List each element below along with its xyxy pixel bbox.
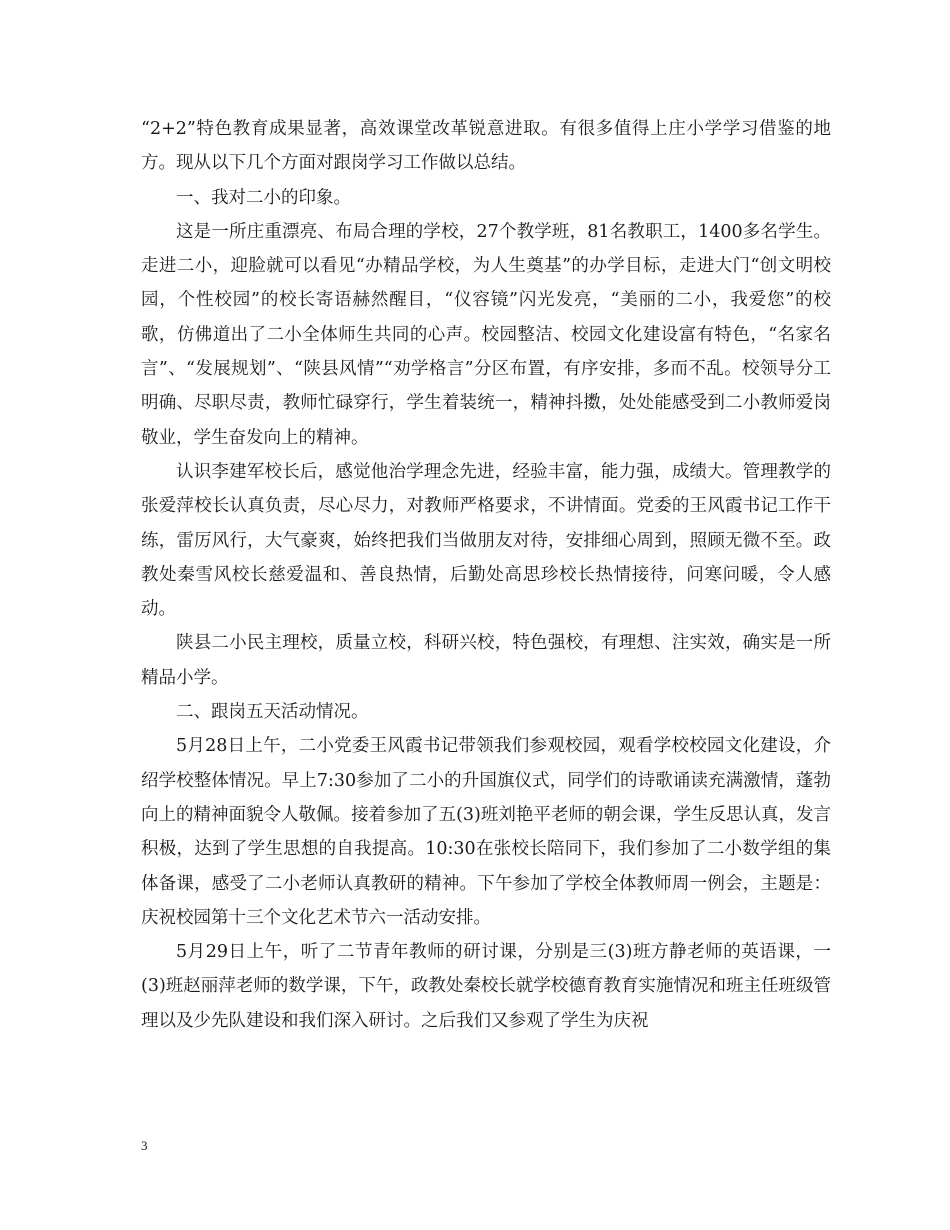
paragraph-school-leaders: 认识李建军校长后，感觉他治学理念先进，经验丰富，能力强，成绩大。管理教学的张爱萍校长认真负责，尽心尽力，对教师严格要求，不讲情面。党委的王风霞书记工作干练，雷厉风行，大气豪爽，始终把我们当做朋友对待，安排细心周到，照顾无微不至。政教处秦雪风校长慈爱温和、善良热情，后勤处高思珍校长热情接待，问寒问暖，令人感动。	[141, 461, 831, 620]
document-body	[141, 112, 831, 1038]
paragraph-may-28: 5月28日上午，二小党委王风霞书记带领我们参观校园，观看学校校园文化建设，介绍学校整体情况。早上7:30参加了二小的升国旗仪式，同学们的诗歌诵读充满激情，蓬勃向上的精神面貌令人敬佩。接着参加了五(3)班刘艳平老师的朝会课，学生反思认真，发言积极，达到了学生思想的自我提高。10:30在张校长陪同下，我们参加了二小数学组的集体备课，感受了二小老师认真教研的精神。下午参加了学校全体教师周一例会，主题是：庆祝校园第十三个文化艺术节六一活动安排。	[141, 736, 831, 928]
page-number: 3	[141, 1138, 148, 1153]
paragraph-school-description: 这是一所庄重漂亮、布局合理的学校，27个教学班，81名教职工，1400多名学生。走进二小，迎脸就可以看见“办精品学校，为人生奠基”的办学目标，走进大门“创文明校园，个性校园”的校长寄语赫然醒目，“仪容镜”闪光发亮，“美丽的二小，我爱您”的校歌，仿佛道出了二小全体师生共同的心声。校园整洁、校园文化建设富有特色，“名家名言”、“发展规划”、“陕县风情”“劝学格言”分区布置，有序安排，多而不乱。校领导分工明确、尽职尽责，教师忙碌穿行，学生着装统一，精神抖擞，处处能感受到二小教师爱岗敬业，学生奋发向上的精神。	[141, 221, 831, 448]
paragraph-may-29: 5月29日上午，听了二节青年教师的研讨课，分别是三(3)班方静老师的英语课，一(3)班赵丽萍老师的数学课，下午，政教处秦校长就学校德育教育实施情况和班主任班级管理以及少先队建设和我们深入研讨。之后我们又参观了学生为庆祝	[141, 942, 831, 1031]
paragraph-school-summary: 陕县二小民主理校，质量立校，科研兴校，特色强校，有理想、注实效，确实是一所精品小学。	[141, 633, 831, 688]
paragraph-intro-continuation: “2+2”特色教育成果显著，高效课堂改革锐意进取。有很多值得上庄小学学习借鉴的地方。现从以下几个方面对跟岗学习工作做以总结。	[141, 119, 831, 174]
section-heading-impression: 一、我对二小的印象。	[176, 187, 351, 208]
section-heading-activities: 二、跟岗五天活动情况。	[176, 702, 369, 723]
